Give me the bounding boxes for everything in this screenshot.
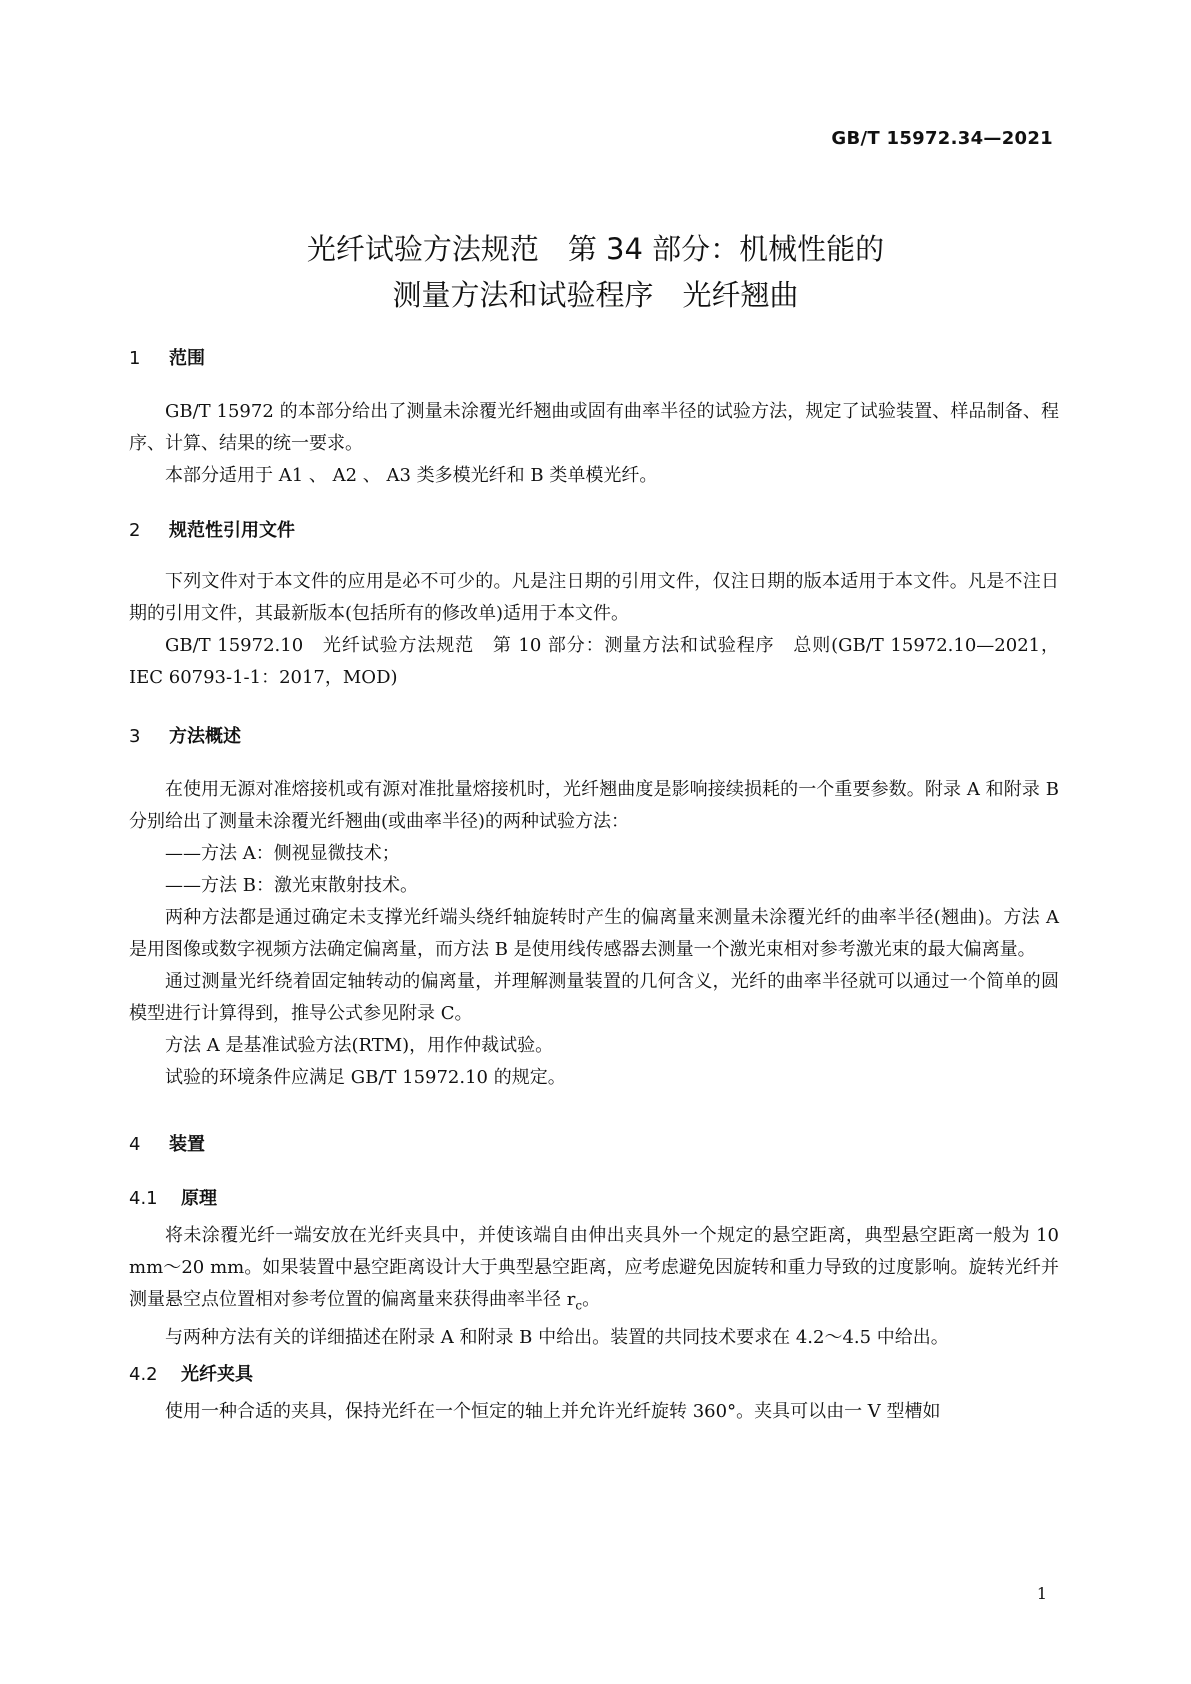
section-3-body xyxy=(129,774,1059,1094)
paragraph: 下列文件对于本文件的应用是必不可少的。凡是注日期的引用文件，仅注日期的版本适用于本文件。凡是不注日期的引用文件，其最新版本(包括所有的修改单)适用于本文件。 xyxy=(129,571,1059,624)
section-1-body xyxy=(129,396,1059,492)
section-4-2-heading xyxy=(129,1360,253,1386)
section-title: 光纤夹具 xyxy=(181,1364,253,1385)
document-title xyxy=(0,226,1191,318)
section-1-heading xyxy=(129,344,205,370)
section-number: 3 xyxy=(129,726,141,747)
paragraph: 使用一种合适的夹具，保持光纤在一个恒定的轴上并允许光纤旋转 360°。夹具可以由一 V 型槽如 xyxy=(165,1401,941,1422)
section-4-2-body xyxy=(129,1396,1059,1428)
section-4-1-heading xyxy=(129,1184,217,1210)
section-title: 范围 xyxy=(169,348,205,369)
section-number: 4 xyxy=(129,1134,141,1155)
page-number: 1 xyxy=(1036,1584,1047,1603)
paragraph: GB/T 15972 的本部分给出了测量未涂覆光纤翘曲或固有曲率半径的试验方法，规定了试验装置、样品制备、程序、计算、结果的统一要求。 xyxy=(129,401,1059,454)
paragraph: GB/T 15972.10 光纤试验方法规范 第 10 部分：测量方法和试验程序 总则(GB/T 15972.10—2021，IEC 60793-1-1：2017，MOD) xyxy=(129,635,1059,688)
list-item: ——方法 B：激光束散射技术。 xyxy=(165,875,418,896)
section-4-heading xyxy=(129,1130,205,1156)
section-title: 装置 xyxy=(169,1134,205,1155)
paragraph: 两种方法都是通过确定未支撑光纤端头绕纤轴旋转时产生的偏离量来测量未涂覆光纤的曲率半径(翘曲)。方法 A 是用图像或数字视频方法确定偏离量，而方法 B 是使用线传感器去测量一个激光束相对参考激光束的最大偏离量。 xyxy=(129,907,1059,960)
paragraph-text: 将未涂覆光纤一端安放在光纤夹具中，并使该端自由伸出夹具外一个规定的悬空距离，典型悬空距离一般为 10 mm～20 mm。如果装置中悬空距离设计大于典型悬空距离，应考虑避免因旋转和重力导致的过度影响。旋转光纤并测量悬空点位置相对参考位置的偏离量来获得曲率半径 r xyxy=(129,1225,1059,1310)
subscript: c xyxy=(575,1298,583,1313)
paragraph xyxy=(129,1220,1059,1322)
section-2-heading xyxy=(129,516,295,542)
paragraph: 方法 A 是基准试验方法(RTM)，用作仲裁试验。 xyxy=(165,1035,554,1056)
section-2-body xyxy=(129,566,1059,694)
section-number: 2 xyxy=(129,520,141,541)
paragraph: 在使用无源对准熔接机或有源对准批量熔接机时，光纤翘曲度是影响接续损耗的一个重要参数。附录 A 和附录 B 分别给出了测量未涂覆光纤翘曲(或曲率半径)的两种试验方法： xyxy=(129,779,1059,832)
list-item: ——方法 A：侧视显微技术； xyxy=(165,843,400,864)
paragraph: 与两种方法有关的详细描述在附录 A 和附录 B 中给出。装置的共同技术要求在 4.2～4.5 中给出。 xyxy=(165,1326,949,1348)
paragraph-end: 。 xyxy=(582,1289,601,1310)
paragraph: 试验的环境条件应满足 GB/T 15972.10 的规定。 xyxy=(165,1067,566,1088)
section-number: 1 xyxy=(129,348,141,369)
title-line-2: 测量方法和试验程序 光纤翘曲 xyxy=(392,278,799,312)
title-line-1: 光纤试验方法规范 第 34 部分：机械性能的 xyxy=(306,232,885,266)
section-number: 4.2 xyxy=(129,1364,158,1385)
section-title: 原理 xyxy=(181,1188,217,1209)
standard-id: GB/T 15972.34—2021 xyxy=(831,128,1053,149)
paragraph: 通过测量光纤绕着固定轴转动的偏离量，并理解测量装置的几何含义，光纤的曲率半径就可以通过一个简单的圆模型进行计算得到，推导公式参见附录 C。 xyxy=(129,971,1059,1024)
section-title: 规范性引用文件 xyxy=(169,520,295,541)
section-title: 方法概述 xyxy=(169,726,241,747)
section-number: 4.1 xyxy=(129,1188,158,1209)
paragraph: 本部分适用于 A1 、 A2 、 A3 类多模光纤和 B 类单模光纤。 xyxy=(165,465,658,486)
section-3-heading xyxy=(129,722,241,748)
section-4-1-body xyxy=(129,1220,1059,1354)
